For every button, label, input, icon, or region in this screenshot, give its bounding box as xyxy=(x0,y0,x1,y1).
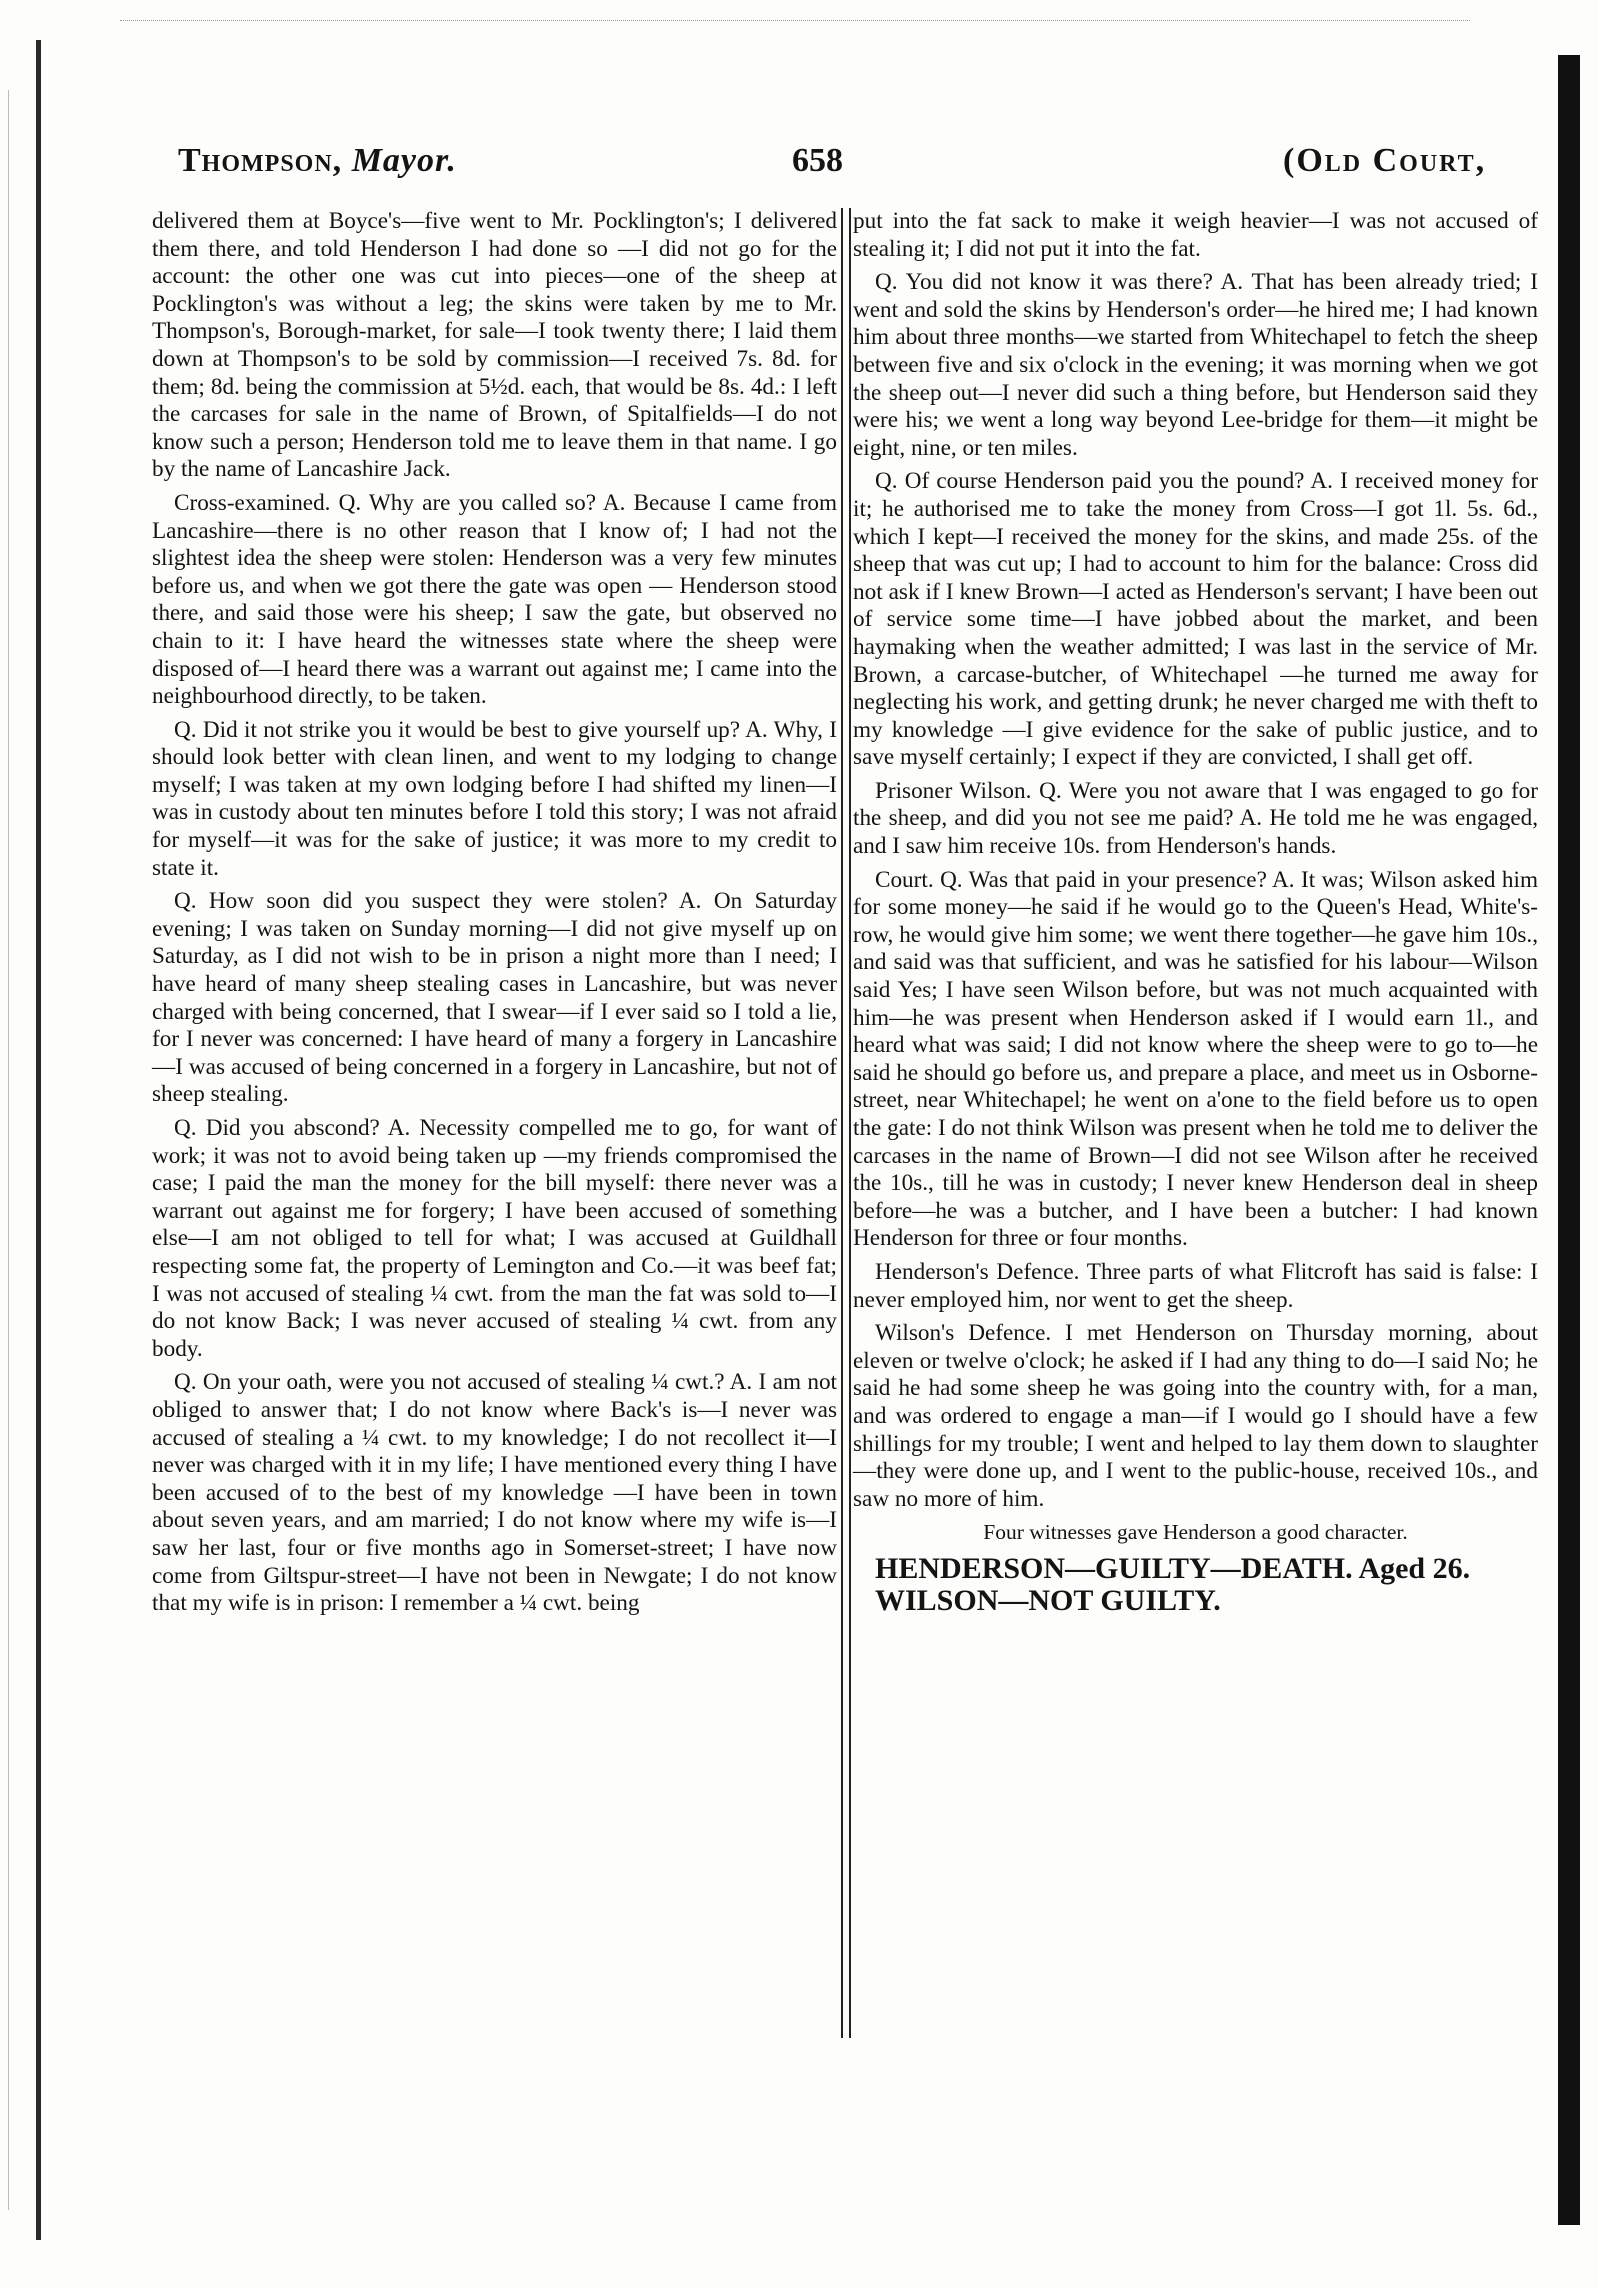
paragraph: Wilson's Defence. I met Henderson on Thursday morning, about eleven or twelve o'clock; he asked if I had any thing to do—I said No; he said he had some sheep he was going into the country with, for a man, and was ordered to engage a man—if I would go I should have a few shillings for my trouble; I went and helped to lay them down to slaughter—they were done up, and I went to the public-house, received 10s., and saw no more of him. xyxy=(853,1320,1538,1512)
paragraph: Q. Did you abscond? A. Necessity compelled me to go, for want of work; it was not to avoid being taken up —my friends compromised the case; I paid the man the money for the bill myself: there never was a warrant out against me for forgery; I have been accused of something else—I am not obliged to tell for what; I was accused at Guildhall respecting some fat, the property of Lemington and Co.—it was beef fat; I was not accused of stealing ¼ cwt. from the man the fat was sold to—I do not know Back; I was never accused of stealing ¼ cwt. from any body. xyxy=(152,1115,837,1362)
paragraph: Q. Of course Henderson paid you the pound? A. I received money for it; he authorised me to take the money from Cross—I got 1l. 5s. 6d., which I kept—I received the money for the skins, and made 25s. of the sheep that was cut up; I had to account to him for the balance: Cross did not ask if I knew Brown—I acted as Henderson's servant; I have been out of service some time—I have jobbed about the market, and been haymaking when the weather admitted; I was last in the service of Mr. Brown, a carcase-butcher, of Whitechapel —he turned me away for neglecting his work, and getting drunk; he never charged me with theft to my knowledge —I give evidence for the sake of public justice, and to save myself certainly; I expect if they are convicted, I shall get off. xyxy=(853,468,1538,771)
paragraph: put into the fat sack to make it weigh heavier—I was not accused of stealing it; I did not put it into the fat. xyxy=(853,208,1538,262)
binding-edge-rule xyxy=(36,40,41,2240)
page-number: 658 xyxy=(792,142,843,179)
paragraph: Prisoner Wilson. Q. Were you not aware that I was engaged to go for the sheep, and did you not see me paid? A. He told me he was engaged, and I saw him receive 10s. from Henderson's hands. xyxy=(853,777,1538,860)
header-name: Thompson, xyxy=(178,142,343,179)
paragraph: delivered them at Boyce's—five went to Mr. Pocklington's; I delivered them there, and told Henderson I had done so —I did not go for the account: the other one was cut into pieces—one of the sheep at Pocklington's was without a leg; the skins were taken by me to Mr. Thompson's, Borough-market, for sale—I took twenty there; I laid them down at Thompson's to be sold by commission—I received 7s. 8d. for them; 8d. being the commission at 5½d. each, that would be 8s. 4d.: I left the carcases for sale in the name of Brown, of Spitalfields—I do not know such a person; Henderson told me to leave them in that name. I go by the name of Lancashire Jack. xyxy=(152,208,837,483)
verdict-henderson: HENDERSON—GUILTY—DEATH. Aged 26. xyxy=(875,1551,1471,1585)
paragraph: Cross-examined. Q. Why are you called so? A. Because I came from Lancashire—there is no other reason that I know of; I had not the slightest idea the sheep were stolen: Henderson was a very few minutes before us, and when we got there the gate was open — Henderson stood there, and said those were his sheep; I saw the gate, but observed no chain to it: I have heard the witnesses state where the sheep were disposed of—I heard there was a warrant out against me; I came into the neighbourhood directly, to be taken. xyxy=(152,489,837,710)
header-left xyxy=(178,142,457,180)
paragraph: Q. You did not know it was there? A. That has been already tried; I went and sold the skins by Henderson's order—he hired me; I had known him about three months—we started from Whitechapel to fetch the sheep between five and six o'clock in the evening; it was morning when we got the sheep out—I never did such a thing before, but Henderson said they were his; we went a long way beyond Lee-bridge for them—it might be eight, nine, or ten miles. xyxy=(853,269,1538,461)
closing-note: Four witnesses gave Henderson a good character. xyxy=(983,1520,1408,1545)
left-column xyxy=(152,208,837,1624)
page-edge-shadow xyxy=(1558,55,1580,2225)
scan-speckle xyxy=(120,20,1470,23)
binding-edge-line xyxy=(8,90,9,2210)
verdict-wilson: WILSON—NOT GUILTY. xyxy=(875,1583,1221,1617)
running-header xyxy=(178,142,1518,192)
right-column xyxy=(853,208,1538,1617)
header-title: Mayor. xyxy=(351,142,457,179)
header-right: (Old Court, xyxy=(1283,142,1487,179)
paragraph: Q. Did it not strike you it would be best to give yourself up? A. Why, I should look better with clean linen, and went to my lodging to change myself; I was taken at my own lodging before I had shifted my linen—I was in custody about ten minutes before I told this story; I was not afraid for myself—it was for the sake of justice; it was more to my credit to state it. xyxy=(152,716,837,881)
paragraph: Court. Q. Was that paid in your presence? A. It was; Wilson asked him for some money—he said if he would go to the Queen's Head, White's-row, he would give him some; we went there together—he gave him 10s., and said was that sufficient, and was he satisfied for his labour—Wilson said Yes; I have seen Wilson before, but was not much acquainted with him—he was present when Henderson asked if I would earn 1l., and heard what was said; I did not know where the sheep were to go to—he said he should go before us, and prepare a place, and meet us in Osborne-street, near Whitechapel; he went on a'one to the field before us to open the gate: I do not think Wilson was present when he told me to deliver the carcases in the name of Brown—I did not see Wilson after he received the 10s., till he was in custody; I never knew Henderson deal in sheep before—he was a butcher, and I have been a butcher: I had known Henderson for three or four months. xyxy=(853,866,1538,1252)
column-divider xyxy=(841,208,851,2038)
paragraph: Henderson's Defence. Three parts of what Flitcroft has said is false: I never employed him, nor went to get the sheep. xyxy=(853,1258,1538,1313)
paragraph: Q. How soon did you suspect they were stolen? A. On Saturday evening; I was taken on Sunday morning—I did not give myself up on Saturday, as I did not wish to be in prison a night more than I need; I have heard of many sheep stealing cases in Lancashire, but was never charged with being concerned, that I swear—if I ever said so I told a lie, for I never was concerned: I have heard of many a forgery in Lancashire—I was accused of being concerned in a forgery in Lancashire, but not of sheep stealing. xyxy=(152,888,837,1108)
paragraph: Q. On your oath, were you not accused of stealing ¼ cwt.? A. I am not obliged to answer that; I do not know where Back's is—I never was accused of stealing a ¼ cwt. to my knowledge; I do not recollect it—I never was charged with it in my life; I have mentioned every thing I have been accused of to the best of my knowledge —I have been in town about seven years, and am married; I do not know where my wife is—I saw her last, four or five months ago in Somerset-street; I have now come from Giltspur-street—I have not been in Newgate; I do not know that my wife is in prison: I remember a ¼ cwt. being xyxy=(152,1369,837,1617)
